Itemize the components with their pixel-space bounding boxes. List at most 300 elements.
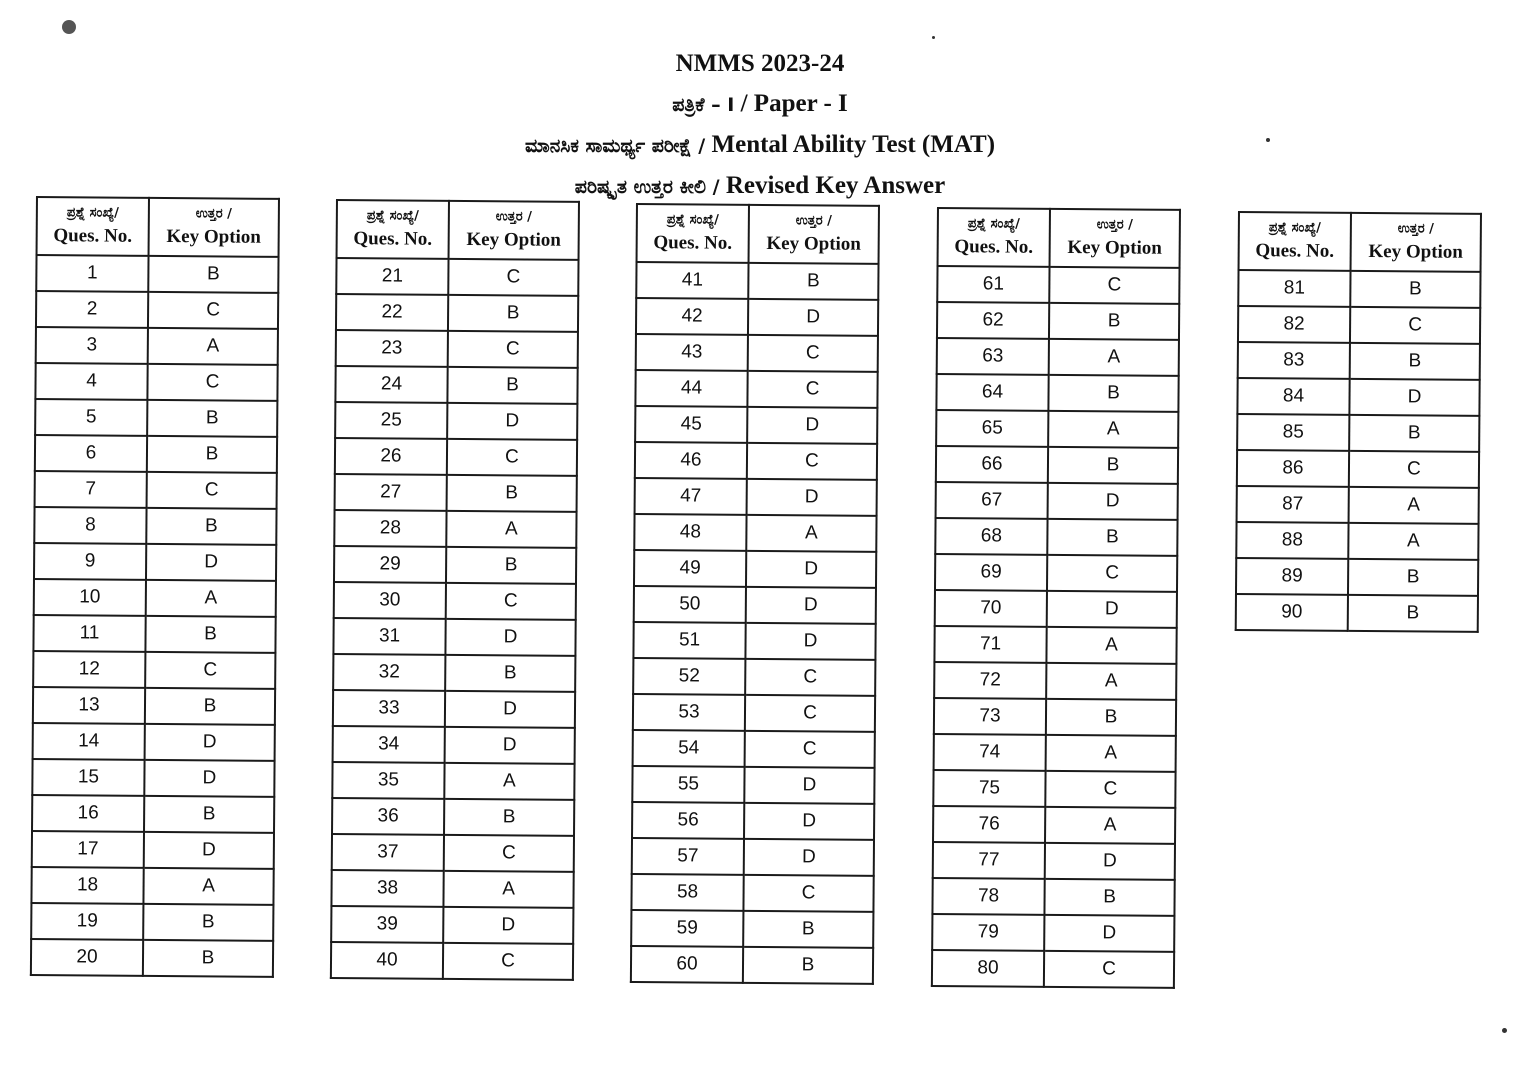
key-option-cell: A — [1045, 807, 1175, 844]
table-row — [335, 438, 577, 476]
key-option-cell: B — [1049, 303, 1179, 340]
ques-no-header-kannada: ಪ್ರಶ್ನೆ ಸಂಖ್ಯೆ/ — [66, 205, 119, 221]
key-option-cell: D — [745, 623, 875, 660]
ques-no-cell: 10 — [34, 579, 146, 616]
key-option-cell: D — [1044, 915, 1174, 952]
table-row — [635, 478, 877, 516]
key-option-cell: C — [148, 292, 278, 329]
ques-no-cell: 8 — [34, 507, 146, 544]
table-row — [635, 406, 877, 444]
table-row — [633, 694, 875, 732]
key-option-header-kannada: ಉತ್ತರ / — [195, 206, 233, 222]
key-option-header-english: Key Option — [766, 233, 861, 255]
scan-speck — [1502, 1028, 1507, 1033]
table-row — [34, 579, 276, 617]
key-option-cell: D — [445, 619, 575, 656]
table-row — [334, 546, 576, 584]
key-option-cell: A — [1046, 735, 1176, 772]
key-option-header-kannada: ಉತ್ತರ / — [495, 209, 533, 225]
table-row — [1237, 414, 1479, 452]
table-row — [632, 766, 874, 804]
key-option-cell: C — [145, 652, 275, 689]
test-line — [0, 125, 1520, 166]
ques-no-header-kannada: ಪ್ರಶ್ನೆ ಸಂಖ್ಯೆ/ — [967, 216, 1020, 232]
ques-no-header-english: Ques. No. — [353, 228, 433, 250]
table-row — [32, 795, 274, 833]
table-row — [932, 950, 1174, 988]
table-row — [336, 294, 578, 332]
ques-no-cell: 62 — [937, 302, 1049, 339]
table-row — [1238, 342, 1480, 380]
key-option-cell: D — [747, 479, 877, 516]
key-option-cell: B — [447, 475, 577, 512]
table-header-row — [337, 200, 579, 260]
scan-speck — [932, 36, 935, 39]
ques-no-cell: 74 — [934, 734, 1046, 771]
ques-no-cell: 11 — [33, 615, 145, 652]
key-option-cell: C — [446, 583, 576, 620]
ques-no-cell: 39 — [331, 906, 443, 943]
key-option-header-english: Key Option — [466, 229, 561, 251]
table-row — [33, 687, 275, 725]
table-row — [634, 586, 876, 624]
key-option-cell: A — [443, 871, 573, 908]
ques-no-header — [1239, 212, 1351, 271]
ques-no-cell: 58 — [631, 874, 743, 911]
table-row — [334, 510, 576, 548]
answer-table-4 — [931, 207, 1181, 989]
ques-no-cell: 36 — [332, 798, 444, 835]
ques-no-cell: 1 — [36, 255, 148, 292]
table-row — [36, 327, 278, 365]
ques-no-cell: 52 — [633, 658, 745, 695]
table-row — [635, 442, 877, 480]
ques-no-cell: 72 — [934, 662, 1046, 699]
key-option-cell: C — [447, 439, 577, 476]
key-option-cell: C — [147, 364, 277, 401]
key-option-cell: B — [1046, 699, 1176, 736]
ques-no-cell: 84 — [1237, 378, 1349, 415]
key-option-cell: D — [144, 760, 274, 797]
table-row — [636, 262, 878, 300]
key-option-cell: B — [1350, 343, 1480, 380]
key-option-cell: B — [1047, 519, 1177, 556]
table-row — [331, 906, 573, 944]
key-option-cell: B — [146, 508, 276, 545]
ques-no-cell: 14 — [33, 723, 145, 760]
key-option-header-kannada: ಉತ್ತರ / — [795, 213, 833, 229]
table-row — [333, 690, 575, 728]
table-row — [934, 698, 1176, 736]
scan-speck — [1266, 138, 1270, 142]
ques-no-cell: 79 — [932, 914, 1044, 951]
table-row — [31, 903, 273, 941]
table-row — [631, 874, 873, 912]
key-option-cell: A — [1046, 663, 1176, 700]
key-option-cell: C — [743, 875, 873, 912]
key-option-header — [1351, 213, 1481, 272]
key-option-cell: A — [746, 515, 876, 552]
table-row — [331, 942, 573, 980]
ques-no-cell: 45 — [635, 406, 747, 443]
table-row — [935, 554, 1177, 592]
test-english: Mental Ability Test (MAT) — [711, 131, 996, 158]
table-row — [1236, 522, 1478, 560]
table-row — [36, 255, 278, 293]
ques-no-cell: 57 — [632, 838, 744, 875]
table-row — [331, 870, 573, 908]
key-option-cell: D — [744, 803, 874, 840]
ques-no-cell: 21 — [336, 258, 448, 295]
table-row — [636, 334, 878, 372]
key-option-cell: D — [1349, 379, 1479, 416]
table-row — [632, 838, 874, 876]
table-row — [35, 435, 277, 473]
key-option-cell: A — [146, 580, 276, 617]
ques-no-cell: 28 — [334, 510, 446, 547]
key-option-cell: B — [145, 616, 275, 653]
table-row — [1238, 270, 1480, 308]
ques-no-cell: 87 — [1237, 486, 1349, 523]
key-option-cell: A — [1349, 487, 1479, 524]
ques-no-cell: 85 — [1237, 414, 1349, 451]
table-row — [934, 662, 1176, 700]
ques-no-cell: 59 — [631, 910, 743, 947]
table-row — [634, 514, 876, 552]
key-option-cell: B — [1048, 447, 1178, 484]
ques-no-cell: 43 — [636, 334, 748, 371]
ques-no-cell: 7 — [35, 471, 147, 508]
ques-no-cell: 47 — [635, 478, 747, 515]
ques-no-cell: 23 — [336, 330, 448, 367]
key-option-cell: C — [448, 331, 578, 368]
key-option-cell: B — [1044, 879, 1174, 916]
ques-no-cell: 40 — [331, 942, 443, 979]
ques-no-cell: 68 — [935, 518, 1047, 555]
key-option-cell: D — [748, 299, 878, 336]
key-kannada: ಪರಿಷ್ಕೃತ ಉತ್ತರ ಕೀಲಿ / — [574, 176, 720, 198]
table-row — [31, 939, 273, 977]
ques-no-cell: 67 — [936, 482, 1048, 519]
key-option-cell: B — [447, 367, 577, 404]
key-option-cell: D — [1047, 591, 1177, 628]
ques-no-cell: 75 — [933, 770, 1045, 807]
key-option-cell: D — [145, 724, 275, 761]
key-option-cell: B — [147, 400, 277, 437]
ques-no-header — [337, 200, 449, 259]
ques-no-cell: 49 — [634, 550, 746, 587]
ques-no-cell: 30 — [334, 582, 446, 619]
table-row — [34, 543, 276, 581]
key-option-cell: A — [1048, 411, 1178, 448]
key-option-header — [149, 198, 279, 257]
key-option-header-english: Key Option — [1368, 241, 1463, 263]
key-option-cell: C — [1045, 771, 1175, 808]
ques-no-cell: 65 — [936, 410, 1048, 447]
ques-no-cell: 64 — [936, 374, 1048, 411]
ques-no-cell: 54 — [633, 730, 745, 767]
key-option-header-english: Key Option — [166, 226, 261, 248]
ques-no-cell: 78 — [932, 878, 1044, 915]
ques-no-cell: 38 — [331, 870, 443, 907]
ques-no-cell: 86 — [1237, 450, 1349, 487]
ques-no-cell: 34 — [333, 726, 445, 763]
table-row — [633, 730, 875, 768]
key-option-cell: D — [1045, 843, 1175, 880]
ques-no-cell: 3 — [36, 327, 148, 364]
key-option-cell: B — [743, 911, 873, 948]
ques-no-cell: 56 — [632, 802, 744, 839]
table-row — [631, 910, 873, 948]
ques-no-header-english: Ques. No. — [1255, 240, 1335, 262]
table-row — [36, 291, 278, 329]
table-row — [333, 726, 575, 764]
key-option-cell: B — [1048, 375, 1178, 412]
table-row — [934, 626, 1176, 664]
answer-table-2 — [330, 199, 580, 981]
ques-no-cell: 27 — [335, 474, 447, 511]
key-option-cell: C — [1044, 951, 1174, 988]
key-option-cell: A — [446, 511, 576, 548]
key-option-cell: D — [445, 727, 575, 764]
key-option-cell: D — [1048, 483, 1178, 520]
ques-no-cell: 20 — [31, 939, 143, 976]
ques-no-cell: 60 — [631, 946, 743, 983]
key-option-cell: A — [143, 868, 273, 905]
table-row — [633, 622, 875, 660]
ques-no-cell: 55 — [632, 766, 744, 803]
key-option-cell: B — [147, 436, 277, 473]
key-option-cell: C — [147, 472, 277, 509]
table-row — [933, 806, 1175, 844]
table-row — [936, 374, 1178, 412]
table-row — [33, 723, 275, 761]
ques-no-cell: 2 — [36, 291, 148, 328]
key-option-cell: C — [444, 835, 574, 872]
key-option-header-kannada: ಉತ್ತರ / — [1397, 221, 1435, 237]
key-option-cell: C — [448, 259, 578, 296]
table-row — [1238, 306, 1480, 344]
table-row — [634, 550, 876, 588]
key-option-cell: B — [445, 655, 575, 692]
key-option-cell: D — [744, 767, 874, 804]
table-row — [336, 258, 578, 296]
scan-speck — [62, 20, 76, 34]
table-row — [332, 834, 574, 872]
table-row — [1237, 378, 1479, 416]
key-option-cell: A — [1348, 523, 1478, 560]
ques-no-cell: 42 — [636, 298, 748, 335]
ques-no-cell: 12 — [33, 651, 145, 688]
ques-no-header — [37, 197, 149, 256]
key-option-cell: D — [146, 544, 276, 581]
key-option-cell: A — [1049, 339, 1179, 376]
key-option-cell: B — [444, 799, 574, 836]
key-option-cell: A — [1046, 627, 1176, 664]
table-row — [935, 590, 1177, 628]
ques-no-header-kannada: ಪ್ರಶ್ನೆ ಸಂಖ್ಯೆ/ — [366, 208, 419, 224]
ques-no-cell: 31 — [333, 618, 445, 655]
key-option-cell: C — [745, 731, 875, 768]
table-row — [936, 410, 1178, 448]
table-row — [635, 370, 877, 408]
paper-kannada: ಪತ್ರಿಕೆ – I — [672, 94, 735, 116]
table-header-row — [1239, 212, 1481, 272]
key-option-cell: C — [747, 443, 877, 480]
table-row — [934, 734, 1176, 772]
ques-no-cell: 25 — [335, 402, 447, 439]
ques-no-cell: 90 — [1236, 594, 1348, 631]
ques-no-cell: 88 — [1236, 522, 1348, 559]
table-header-row — [938, 208, 1180, 268]
key-english: Revised Key Answer — [725, 172, 946, 199]
paper-line — [0, 84, 1520, 125]
ques-no-cell: 26 — [335, 438, 447, 475]
table-row — [932, 878, 1174, 916]
table-row — [936, 482, 1178, 520]
ques-no-cell: 71 — [934, 626, 1046, 663]
ques-no-cell: 33 — [333, 690, 445, 727]
ques-no-header-english: Ques. No. — [653, 232, 733, 254]
ques-no-cell: 69 — [935, 554, 1047, 591]
key-option-cell: D — [445, 691, 575, 728]
table-row — [31, 867, 273, 905]
answer-table-3 — [630, 203, 880, 985]
table-row — [937, 266, 1179, 304]
key-option-cell: D — [747, 407, 877, 444]
table-row — [1236, 558, 1478, 596]
ques-no-header — [938, 208, 1050, 267]
key-option-cell: B — [448, 295, 578, 332]
key-option-cell: B — [1348, 595, 1478, 632]
ques-no-cell: 41 — [636, 262, 748, 299]
key-option-cell: B — [446, 547, 576, 584]
table-row — [933, 842, 1175, 880]
key-option-cell: D — [144, 832, 274, 869]
key-option-cell: C — [1349, 451, 1479, 488]
key-option-cell: D — [447, 403, 577, 440]
ques-no-cell: 73 — [934, 698, 1046, 735]
table-row — [631, 946, 873, 984]
table-row — [936, 446, 1178, 484]
table-row — [335, 402, 577, 440]
table-row — [335, 474, 577, 512]
ques-no-cell: 13 — [33, 687, 145, 724]
key-option-cell: D — [746, 551, 876, 588]
key-option-cell: A — [148, 328, 278, 365]
key-option-cell: B — [1350, 271, 1480, 308]
ques-no-cell: 29 — [334, 546, 446, 583]
table-row — [333, 654, 575, 692]
key-option-cell: D — [744, 839, 874, 876]
table-row — [335, 366, 577, 404]
table-row — [333, 618, 575, 656]
ques-no-cell: 6 — [35, 435, 147, 472]
key-option-cell: C — [747, 371, 877, 408]
ques-no-cell: 83 — [1238, 342, 1350, 379]
key-option-cell: B — [143, 940, 273, 977]
table-row — [935, 518, 1177, 556]
table-row — [32, 831, 274, 869]
table-row — [334, 582, 576, 620]
key-option-header-english: Key Option — [1067, 237, 1162, 259]
ques-no-cell: 46 — [635, 442, 747, 479]
table-row — [1236, 594, 1478, 632]
answer-table-5 — [1235, 211, 1482, 633]
ques-no-cell: 17 — [32, 831, 144, 868]
table-row — [332, 762, 574, 800]
ques-no-cell: 61 — [937, 266, 1049, 303]
key-option-cell: D — [746, 587, 876, 624]
key-option-header-kannada: ಉತ್ತರ / — [1096, 217, 1134, 233]
ques-no-cell: 4 — [35, 363, 147, 400]
ques-no-header-kannada: ಪ್ರಶ್ನೆ ಸಂಖ್ಯೆ/ — [1268, 220, 1321, 236]
table-row — [1237, 486, 1479, 524]
key-option-header — [1050, 209, 1180, 268]
key-option-cell: B — [148, 256, 278, 293]
ques-no-cell: 16 — [32, 795, 144, 832]
ques-no-cell: 50 — [634, 586, 746, 623]
key-option-cell: A — [444, 763, 574, 800]
ques-no-cell: 22 — [336, 294, 448, 331]
key-option-cell: B — [748, 263, 878, 300]
ques-no-cell: 24 — [335, 366, 447, 403]
key-option-cell: C — [1350, 307, 1480, 344]
table-row — [35, 363, 277, 401]
ques-no-header-english: Ques. No. — [53, 225, 133, 247]
ques-no-cell: 80 — [932, 950, 1044, 987]
ques-no-cell: 5 — [35, 399, 147, 436]
key-option-header — [449, 201, 579, 260]
table-row — [632, 802, 874, 840]
table-row — [932, 914, 1174, 952]
ques-no-cell: 76 — [933, 806, 1045, 843]
key-option-cell: B — [143, 904, 273, 941]
ques-no-cell: 44 — [635, 370, 747, 407]
ques-no-cell: 77 — [933, 842, 1045, 879]
ques-no-cell: 19 — [31, 903, 143, 940]
key-option-header — [749, 205, 879, 264]
key-option-cell: B — [145, 688, 275, 725]
key-option-cell: C — [745, 695, 875, 732]
ques-no-cell: 53 — [633, 694, 745, 731]
ques-no-cell: 70 — [935, 590, 1047, 627]
ques-no-cell: 51 — [633, 622, 745, 659]
table-row — [933, 770, 1175, 808]
table-row — [636, 298, 878, 336]
test-kannada: ಮಾನಸಿಕ ಸಾಮರ್ಥ್ಯ ಪರೀಕ್ಷೆ / — [524, 135, 706, 157]
answer-table-1 — [30, 196, 280, 978]
document-header — [0, 44, 1520, 207]
table-row — [35, 471, 277, 509]
ques-no-cell: 82 — [1238, 306, 1350, 343]
ques-no-header-kannada: ಪ್ರಶ್ನೆ ಸಂಖ್ಯೆ/ — [666, 212, 719, 228]
key-option-cell: C — [1047, 555, 1177, 592]
ques-no-cell: 37 — [332, 834, 444, 871]
ques-no-cell: 81 — [1238, 270, 1350, 307]
ques-no-cell: 89 — [1236, 558, 1348, 595]
key-option-cell: B — [1348, 559, 1478, 596]
table-row — [332, 798, 574, 836]
key-option-cell: C — [745, 659, 875, 696]
table-row — [33, 651, 275, 689]
key-option-cell: C — [443, 943, 573, 980]
ques-no-cell: 15 — [32, 759, 144, 796]
table-row — [33, 615, 275, 653]
table-row — [937, 302, 1179, 340]
table-row — [32, 759, 274, 797]
key-option-cell: B — [144, 796, 274, 833]
